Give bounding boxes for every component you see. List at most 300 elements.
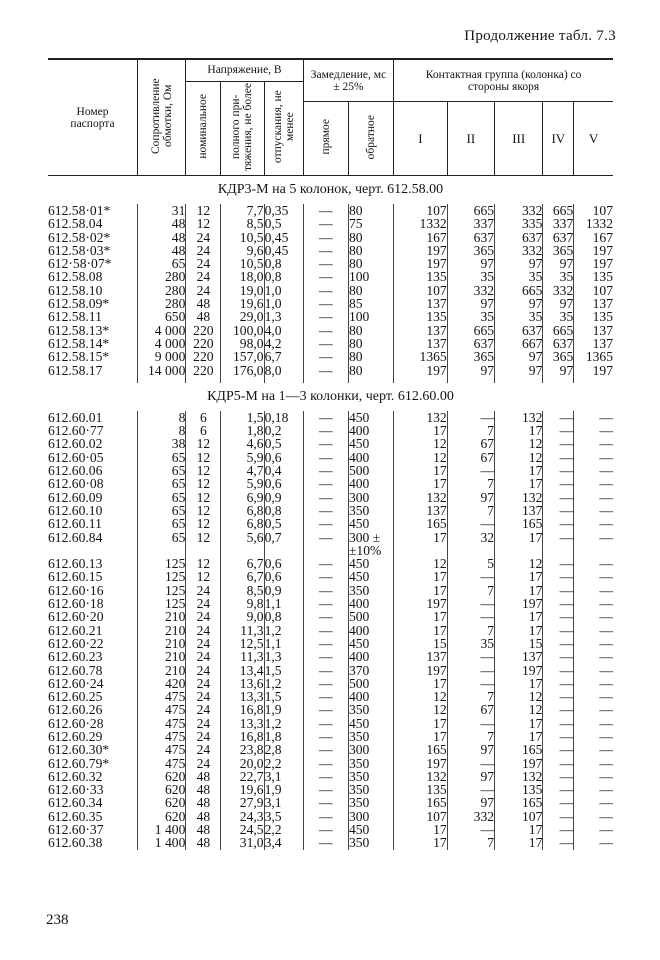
cell-contact-4: — <box>543 597 574 610</box>
cell-forward: — <box>303 836 348 849</box>
cell-resistance: 65 <box>138 491 186 504</box>
cell-forward: — <box>303 531 348 544</box>
cell-resistance: 65 <box>138 451 186 464</box>
cell-reverse: 500 <box>348 610 393 623</box>
cell-resistance: 31 <box>138 204 186 217</box>
cell-pull-in: 19,6 <box>221 297 264 310</box>
cell-contact-2: — <box>447 650 494 663</box>
cell-contact-1: 197 <box>394 364 448 377</box>
table-row <box>48 823 613 836</box>
cell-contact-1: 135 <box>394 270 448 283</box>
cell-reverse: 300 <box>348 743 393 756</box>
cell-nominal: 24 <box>186 231 221 244</box>
cell-contact-4: 35 <box>543 310 574 323</box>
cell-nominal: 48 <box>186 310 221 323</box>
cell-resistance: 620 <box>138 770 186 783</box>
cell-reverse: 100 <box>348 270 393 283</box>
cell-pull-in: 31,0 <box>221 836 264 849</box>
cell-release: 1,2 <box>264 624 303 637</box>
cell-forward: — <box>303 610 348 623</box>
cell-nominal: 48 <box>186 297 221 310</box>
cell-contact-5: — <box>574 597 613 610</box>
cell-reverse: 85 <box>348 297 393 310</box>
cell-contact-4: 97 <box>543 364 574 377</box>
cell-release: 0,5 <box>264 517 303 530</box>
cell-contact-5: — <box>574 424 613 437</box>
cell-contact-1: 132 <box>394 770 448 783</box>
cell-contact-2: 97 <box>447 297 494 310</box>
cell-reverse: 400 <box>348 424 393 437</box>
cell-nominal: 48 <box>186 823 221 836</box>
cell-contact-4: — <box>543 437 574 450</box>
table-row <box>48 637 613 650</box>
cell-resistance: 475 <box>138 730 186 743</box>
cell-reverse: 80 <box>348 231 393 244</box>
cell-pull-in: 6,7 <box>221 570 264 583</box>
cell-contact-3: 17 <box>495 477 543 490</box>
cell-release: 1,1 <box>264 597 303 610</box>
cell-contact-4: 637 <box>543 231 574 244</box>
cell-resistance: 280 <box>138 297 186 310</box>
cell-reverse: 300 <box>348 810 393 823</box>
table-row <box>48 504 613 517</box>
cell-passport: 612.60.11 <box>48 516 102 532</box>
cell-pull-in: 10,5 <box>221 257 264 270</box>
cell-resistance: 210 <box>138 650 186 663</box>
cell-reverse: ±10% <box>348 544 393 557</box>
cell-forward: — <box>303 204 348 217</box>
cell-contact-3: 17 <box>495 823 543 836</box>
cell-forward: — <box>303 717 348 730</box>
cell-contact-1: 137 <box>394 504 448 517</box>
cell-release: 2,8 <box>264 743 303 756</box>
cell-reverse: 300 ± <box>348 531 393 544</box>
cell-contact-5: — <box>574 664 613 677</box>
cell-forward: — <box>303 570 348 583</box>
cell-reverse: 350 <box>348 796 393 809</box>
cell-contact-1: 135 <box>394 310 448 323</box>
cell-reverse: 80 <box>348 204 393 217</box>
cell-pull-in: 5,9 <box>221 477 264 490</box>
cell-contact-4: — <box>543 491 574 504</box>
cell-forward: — <box>303 584 348 597</box>
cell-resistance: 65 <box>138 531 186 544</box>
cell-contact-5: — <box>574 730 613 743</box>
cell-contact-4: — <box>543 624 574 637</box>
cell-forward: — <box>303 491 348 504</box>
cell-contact-1: 197 <box>394 244 448 257</box>
table-row <box>48 836 613 849</box>
table-row <box>48 231 613 244</box>
cell-contact-1: 165 <box>394 796 448 809</box>
cell-contact-2: 665 <box>447 204 494 217</box>
cell-forward: — <box>303 231 348 244</box>
cell-resistance: 620 <box>138 796 186 809</box>
cell-pull-in: 24,3 <box>221 810 264 823</box>
cell-contact-3: 17 <box>495 584 543 597</box>
cell-pull-in: 100,0 <box>221 324 264 337</box>
cell-contact-2: 32 <box>447 531 494 544</box>
cell-nominal: 48 <box>186 770 221 783</box>
cell-contact-2: — <box>447 677 494 690</box>
section-title-row <box>48 176 613 205</box>
cell-contact-4: — <box>543 810 574 823</box>
table-row <box>48 451 613 464</box>
cell-contact-2: — <box>447 464 494 477</box>
cell-passport: 612.58.17 <box>48 362 103 378</box>
cell-passport: 612.58·01* <box>48 203 111 218</box>
cell-reverse: 350 <box>348 757 393 770</box>
cell-contact-2: — <box>447 570 494 583</box>
cell-release <box>264 544 303 557</box>
cell-contact-5: 167 <box>574 231 613 244</box>
cell-contact-4: — <box>543 783 574 796</box>
cell-contact-2: 97 <box>447 796 494 809</box>
cell-passport: 612.58.04 <box>48 216 103 232</box>
cell-contact-5: — <box>574 770 613 783</box>
cell-release: 0,2 <box>264 424 303 437</box>
cell-contact-4: — <box>543 664 574 677</box>
cell-passport: 612.60.29 <box>48 728 103 744</box>
cell-contact-4: — <box>543 451 574 464</box>
header-reverse: обратное <box>348 102 393 176</box>
cell-passport: 612.60.35 <box>48 808 103 824</box>
cell-contact-4: 97 <box>543 297 574 310</box>
cell-passport: 612.60.38 <box>48 835 103 851</box>
cell-nominal: 12 <box>186 477 221 490</box>
cell-release: 1,8 <box>264 730 303 743</box>
cell-pull-in: 7,7 <box>221 204 264 217</box>
cell-contact-1: 107 <box>394 810 448 823</box>
cell-resistance: 65 <box>138 504 186 517</box>
cell-reverse: 350 <box>348 770 393 783</box>
cell-release: 0,7 <box>264 531 303 544</box>
table-row <box>48 284 613 297</box>
cell-forward: — <box>303 517 348 530</box>
table-row <box>48 650 613 663</box>
cell-contact-2: 67 <box>447 703 494 716</box>
cell-contact-3: 165 <box>495 796 543 809</box>
cell-nominal: 24 <box>186 597 221 610</box>
cell-contact-1: 17 <box>394 610 448 623</box>
cell-contact-1: 12 <box>394 451 448 464</box>
cell-contact-5: 197 <box>574 244 613 257</box>
cell-forward: — <box>303 217 348 230</box>
table-row <box>48 664 613 677</box>
cell-pull-in: 16,8 <box>221 703 264 716</box>
cell-passport: 612.58.14* <box>48 335 110 351</box>
cell-forward: — <box>303 770 348 783</box>
cell-contact-3: 17 <box>495 717 543 730</box>
cell-release: 3,4 <box>264 836 303 849</box>
cell-contact-3: 165 <box>495 517 543 530</box>
cell-passport: 612.58·02* <box>48 229 111 245</box>
cell-resistance: 620 <box>138 783 186 796</box>
cell-contact-3: 97 <box>495 257 543 270</box>
cell-contact-3: 35 <box>495 310 543 323</box>
cell-forward: — <box>303 703 348 716</box>
cell-resistance: 420 <box>138 677 186 690</box>
cell-contact-5: — <box>574 491 613 504</box>
cell-pull-in: 18,0 <box>221 270 264 283</box>
header-forward: прямое <box>303 102 348 176</box>
cell-contact-5: — <box>574 477 613 490</box>
cell-release: 0,4 <box>264 464 303 477</box>
cell-contact-3: 332 <box>495 204 543 217</box>
cell-release: 1,1 <box>264 637 303 650</box>
cell-pull-in: 29,0 <box>221 310 264 323</box>
cell-contact-2: 7 <box>447 424 494 437</box>
cell-forward: — <box>303 810 348 823</box>
cell-contact-4: — <box>543 717 574 730</box>
cell-forward: — <box>303 796 348 809</box>
cell-contact-4: 365 <box>543 244 574 257</box>
cell-contact-2: 97 <box>447 770 494 783</box>
table-row <box>48 517 613 530</box>
cell-reverse: 80 <box>348 350 393 363</box>
cell-contact-3: 197 <box>495 757 543 770</box>
cell-forward: — <box>303 310 348 323</box>
cell-release: 1,9 <box>264 703 303 716</box>
cell-release: 0,9 <box>264 491 303 504</box>
cell-contact-4: — <box>543 504 574 517</box>
cell-contact-2: — <box>447 757 494 770</box>
header-col-3: III <box>495 102 543 176</box>
cell-contact-4: 332 <box>543 284 574 297</box>
table-row <box>48 310 613 323</box>
cell-nominal: 24 <box>186 757 221 770</box>
cell-contact-3: 17 <box>495 624 543 637</box>
cell-pull-in: 20,0 <box>221 757 264 770</box>
cell-nominal: 24 <box>186 270 221 283</box>
cell-contact-5: 135 <box>574 270 613 283</box>
header-col-4: IV <box>543 102 574 176</box>
cell-nominal: 12 <box>186 437 221 450</box>
cell-contact-4: — <box>543 836 574 849</box>
cell-contact-2: 7 <box>447 504 494 517</box>
cell-contact-2: 365 <box>447 350 494 363</box>
table-row <box>48 557 613 570</box>
cell-release: 0,6 <box>264 570 303 583</box>
cell-contact-2: 97 <box>447 743 494 756</box>
cell-contact-5: — <box>574 584 613 597</box>
cell-contact-2: 97 <box>447 364 494 377</box>
cell-passport: 612.58.11 <box>48 309 102 325</box>
cell-resistance: 8 <box>138 411 186 424</box>
cell-reverse: 350 <box>348 730 393 743</box>
cell-pull-in: 13,4 <box>221 664 264 677</box>
cell-pull-in: 6,7 <box>221 557 264 570</box>
cell-contact-4: — <box>543 743 574 756</box>
cell-contact-3: 335 <box>495 217 543 230</box>
cell-passport: 612.60.13 <box>48 556 103 572</box>
cell-passport: 612.60·08 <box>48 476 104 492</box>
cell-contact-1: 17 <box>394 730 448 743</box>
cell-release: 0,35 <box>264 204 303 217</box>
cell-passport: 612.58.08 <box>48 269 103 285</box>
cell-contact-2: — <box>447 597 494 610</box>
cell-contact-2: 332 <box>447 810 494 823</box>
cell-forward: — <box>303 364 348 377</box>
cell-contact-5: 197 <box>574 364 613 377</box>
cell-contact-4: — <box>543 637 574 650</box>
cell-resistance: 1 400 <box>138 836 186 849</box>
cell-passport: 612.60·77 <box>48 423 104 439</box>
cell-contact-5: — <box>574 557 613 570</box>
table-row <box>48 584 613 597</box>
cell-contact-4: — <box>543 477 574 490</box>
cell-contact-3: 17 <box>495 531 543 544</box>
cell-contact-4: — <box>543 690 574 703</box>
table-row <box>48 610 613 623</box>
table-row <box>48 350 613 363</box>
cell-forward: — <box>303 337 348 350</box>
cell-contact-4: — <box>543 584 574 597</box>
cell-forward: — <box>303 257 348 270</box>
cell-forward: — <box>303 783 348 796</box>
cell-contact-1: 17 <box>394 823 448 836</box>
cell-nominal: 220 <box>186 350 221 363</box>
cell-contact-3: 132 <box>495 491 543 504</box>
cell-reverse: 450 <box>348 557 393 570</box>
cell-contact-5: — <box>574 690 613 703</box>
cell-contact-2: — <box>447 783 494 796</box>
cell-passport: 612.60·20 <box>48 609 104 625</box>
table-row <box>48 217 613 230</box>
cell-contact-1: 165 <box>394 743 448 756</box>
cell-passport: 612.58.13* <box>48 322 110 338</box>
cell-pull-in: 6,8 <box>221 504 264 517</box>
cell-contact-2: 365 <box>447 244 494 257</box>
cell-contact-4: — <box>543 703 574 716</box>
cell-forward: — <box>303 597 348 610</box>
cell-contact-2: 637 <box>447 231 494 244</box>
header-delay-group: Замедление, мс ± 25% <box>303 59 394 102</box>
cell-pull-in: 19,0 <box>221 284 264 297</box>
cell-contact-4: — <box>543 531 574 544</box>
header-release: отпускания, не менее <box>264 81 303 176</box>
cell-pull-in: 1,5 <box>221 411 264 424</box>
cell-nominal: 48 <box>186 796 221 809</box>
cell-nominal: 24 <box>186 624 221 637</box>
cell-reverse: 450 <box>348 437 393 450</box>
cell-contact-5: — <box>574 677 613 690</box>
cell-resistance: 65 <box>138 477 186 490</box>
cell-reverse: 500 <box>348 464 393 477</box>
cell-resistance: 475 <box>138 717 186 730</box>
cell-reverse: 400 <box>348 690 393 703</box>
cell-resistance: 65 <box>138 464 186 477</box>
cell-resistance: 125 <box>138 570 186 583</box>
cell-contact-4: — <box>543 796 574 809</box>
cell-nominal: 24 <box>186 650 221 663</box>
cell-resistance: 1 400 <box>138 823 186 836</box>
cell-resistance: 125 <box>138 597 186 610</box>
table-row <box>48 337 613 350</box>
cell-contact-3: 667 <box>495 337 543 350</box>
cell-resistance: 475 <box>138 757 186 770</box>
cell-contact-2: 332 <box>447 284 494 297</box>
cell-release: 1,2 <box>264 717 303 730</box>
cell-release: 1,3 <box>264 650 303 663</box>
cell-passport: 612.58.15* <box>48 349 110 365</box>
cell-release: 4,0 <box>264 324 303 337</box>
cell-resistance: 475 <box>138 703 186 716</box>
cell-pull-in: 22,7 <box>221 770 264 783</box>
section-title: КДР5-М на 1—3 колонки, черт. 612.60.00 <box>207 388 454 404</box>
cell-forward: — <box>303 757 348 770</box>
cell-nominal: 24 <box>186 610 221 623</box>
cell-nominal: 6 <box>186 411 221 424</box>
cell-reverse: 450 <box>348 717 393 730</box>
cell-contact-1: 17 <box>394 570 448 583</box>
cell-passport: 612.58.09* <box>48 296 110 312</box>
table-row <box>48 257 613 270</box>
cell-passport: 612.58·03* <box>48 242 111 258</box>
cell-contact-2: 97 <box>447 257 494 270</box>
cell-nominal: 24 <box>186 677 221 690</box>
cell-contact-1: 12 <box>394 703 448 716</box>
cell-nominal: 24 <box>186 664 221 677</box>
cell-passport: 612.60.01 <box>48 409 103 425</box>
cell-contact-2: — <box>447 717 494 730</box>
cell-release: 0,9 <box>264 584 303 597</box>
cell-pull-in: 13,3 <box>221 690 264 703</box>
cell-contact-5: — <box>574 610 613 623</box>
cell-contact-3: 12 <box>495 703 543 716</box>
cell-nominal: 6 <box>186 424 221 437</box>
cell-resistance: 9 000 <box>138 350 186 363</box>
cell-passport: 612.60·33 <box>48 782 104 798</box>
cell-contact-1: 12 <box>394 557 448 570</box>
cell-resistance: 210 <box>138 624 186 637</box>
cell-release: 1,9 <box>264 783 303 796</box>
cell-passport: 612.60.15 <box>48 569 103 585</box>
cell-release: 0,45 <box>264 231 303 244</box>
cell-contact-4: — <box>543 677 574 690</box>
cell-resistance: 125 <box>138 557 186 570</box>
cell-nominal: 12 <box>186 517 221 530</box>
cell-contact-4: 365 <box>543 350 574 363</box>
cell-contact-5: — <box>574 836 613 849</box>
cell-contact-2: 7 <box>447 730 494 743</box>
cell-contact-4: — <box>543 411 574 424</box>
table-row <box>48 796 613 809</box>
table-row <box>48 743 613 756</box>
cell-release: 3,1 <box>264 770 303 783</box>
cell-resistance: 14 000 <box>138 364 186 377</box>
cell-release: 0,8 <box>264 270 303 283</box>
cell-contact-5: — <box>574 796 613 809</box>
cell-release: 0,6 <box>264 557 303 570</box>
cell-release: 0,5 <box>264 217 303 230</box>
cell-nominal: 24 <box>186 637 221 650</box>
cell-resistance: 125 <box>138 584 186 597</box>
cell-contact-4: — <box>543 557 574 570</box>
page-title: Продолжение табл. 7.3 <box>464 28 616 44</box>
cell-reverse: 350 <box>348 783 393 796</box>
cell-pull-in: 6,8 <box>221 517 264 530</box>
cell-passport: 612.60.26 <box>48 702 103 718</box>
cell-contact-3: 132 <box>495 411 543 424</box>
cell-contact-2: — <box>447 823 494 836</box>
cell-passport: 612.60.78 <box>48 662 103 678</box>
cell-nominal: 24 <box>186 244 221 257</box>
cell-resistance: 475 <box>138 743 186 756</box>
cell-resistance: 650 <box>138 310 186 323</box>
cell-release: 4,2 <box>264 337 303 350</box>
cell-pull-in: 5,9 <box>221 451 264 464</box>
